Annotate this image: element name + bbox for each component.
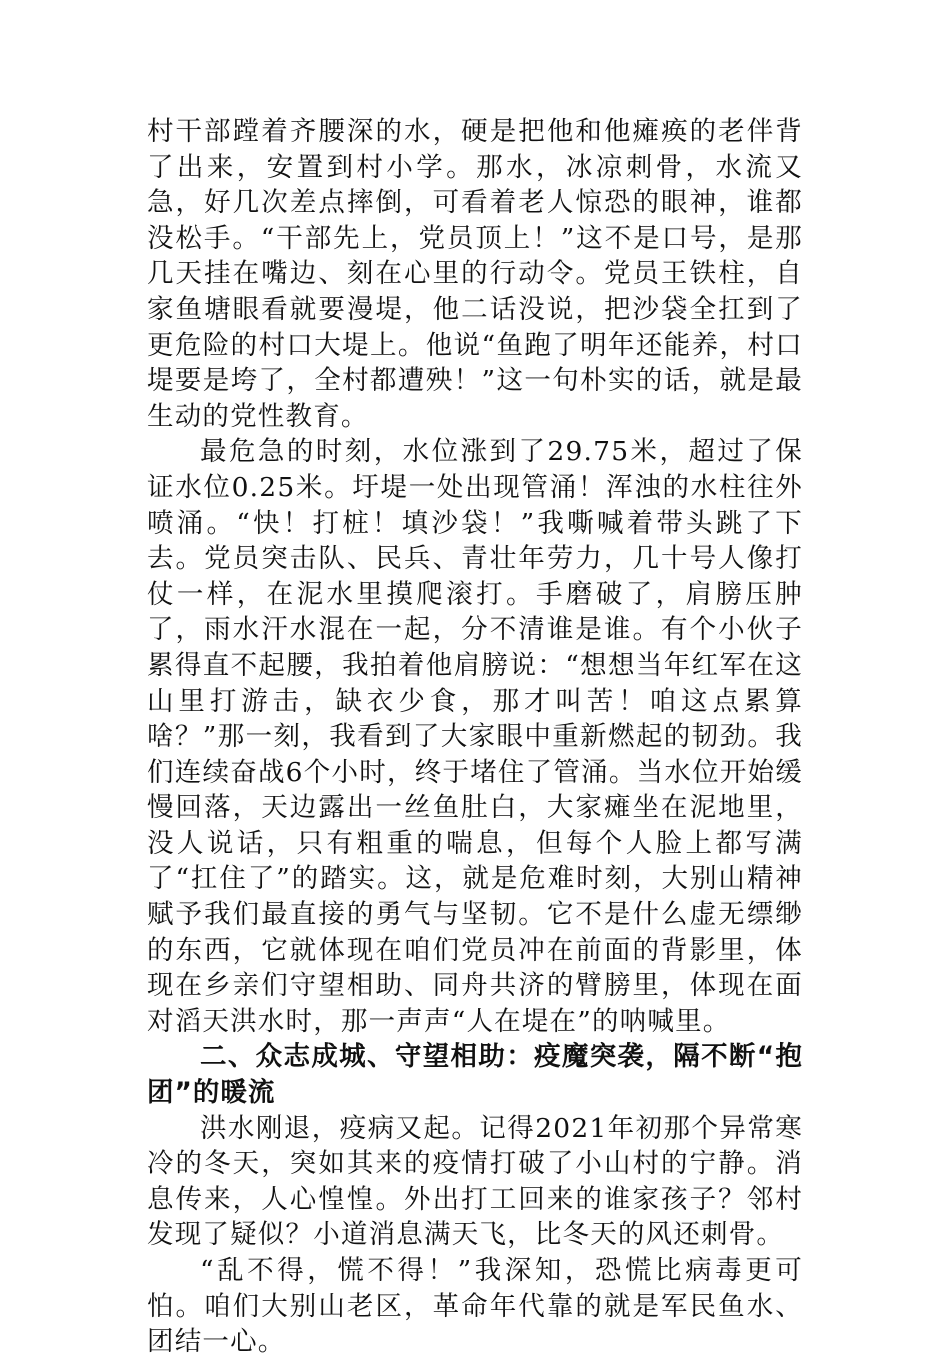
paragraph-flood-rescue: 村干部蹚着齐腰深的水，硬是把他和他瘫痪的老伴背了出来，安置到村小学。那水，冰凉刺骨，水流又急，好几次差点摔倒，可看着老人惊恐的眼神，谁都没松手。“干部先上，党员顶上！”这不是口号，是那几天挂在嘴边、刻在心里的行动令。党员王铁柱，自家鱼塘眼看就要漫堤，他二话没说，把沙袋全扛到了更危险的村口大堤上。他说“鱼跑了明年还能养，村口堤要是垮了，全村都遭殃！”这一句朴实的话，就是最生动的党性教育。 xyxy=(147,116,803,432)
paragraph-no-panic: “乱不得，慌不得！”我深知，恐慌比病毒更可怕。咱们大别山老区，革命年代靠的就是军民鱼水、团结一心。 xyxy=(147,1255,803,1358)
document-page xyxy=(147,114,803,1360)
paragraph-epidemic-start: 洪水刚退，疫病又起。记得2021年初那个异常寒冷的冬天，突如其来的疫情打破了小山村的宁静。消息传来，人心惶惶。外出打工回来的谁家孩子？邻村发现了疑似？小道消息满天飞，比冬天的风还刺骨。 xyxy=(147,1112,803,1251)
section-heading-2: 二、众志成城、守望相助：疫魔突袭，隔不断“抱团”的暖流 xyxy=(147,1041,803,1109)
paragraph-piping-emergency: 最危急的时刻，水位涨到了29.75米，超过了保证水位0.25米。圩堤一处出现管涌！浑浊的水柱往外喷涌。“快！打桩！填沙袋！”我嘶喊着带头跳了下去。党员突击队、民兵、青壮年劳力，几十号人像打仗一样，在泥水里摸爬滚打。手磨破了，肩膀压肿了，雨水汗水混在一起，分不清谁是谁。有个小伙子累得直不起腰，我拍着他肩膀说：“想想当年红军在这山里打游击，缺衣少食，那才叫苦！咱这点累算啥？”那一刻，我看到了大家眼中重新燃起的韧劲。我们连续奋战6个小时，终于堵住了管涌。当水位开始缓慢回落，天边露出一丝鱼肚白，大家瘫坐在泥地里，没人说话，只有粗重的喘息，但每个人脸上都写满了“扛住了”的踏实。这，就是危难时刻，大别山精神赋予我们最直接的勇气与坚韧。它不是什么虚无缥缈的东西，它就体现在咱们党员冲在前面的背影里，体现在乡亲们守望相助、同舟共济的臂膀里，体现在面对滔天洪水时，那一声声“人在堤在”的呐喊里。 xyxy=(147,436,803,1037)
